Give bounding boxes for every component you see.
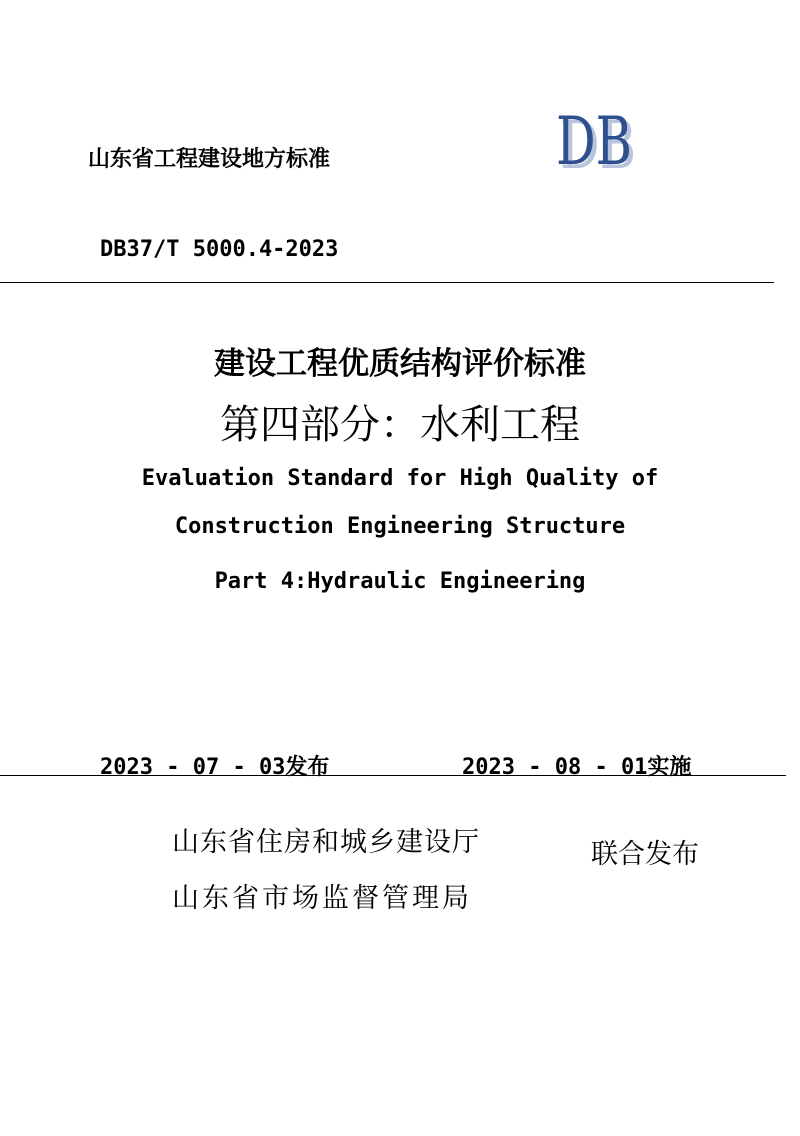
db-logo [548,100,648,178]
implementation-date: 2023 - 08 - 01实施 [462,755,692,780]
title-english-line-1: Evaluation Standard for High Quality of [141,466,659,491]
top-divider [0,282,774,283]
bottom-divider [0,775,786,776]
issuer-market-supervision: 山东省市场监督管理局 [172,883,472,914]
issue-date: 2023 - 07 - 03发布 [100,755,330,780]
db-logo-shadow: DB [560,107,636,178]
joint-release-label: 联合发布 [591,839,699,870]
db-logo-text: DB [556,103,632,178]
title-english-line-3: Part 4:Hydraulic Engineering [214,569,586,594]
title-english-line-2: Construction Engineering Structure [174,514,626,539]
standard-code: DB37/T 5000.4-2023 [100,237,339,262]
issuer-housing-department: 山东省住房和城乡建设厅 [172,827,480,858]
standard-series-name: 山东省工程建设地方标准 [88,147,331,172]
title-chinese: 建设工程优质结构评价标准 [214,346,586,382]
subtitle-chinese: 第四部分：水利工程 [220,402,580,448]
